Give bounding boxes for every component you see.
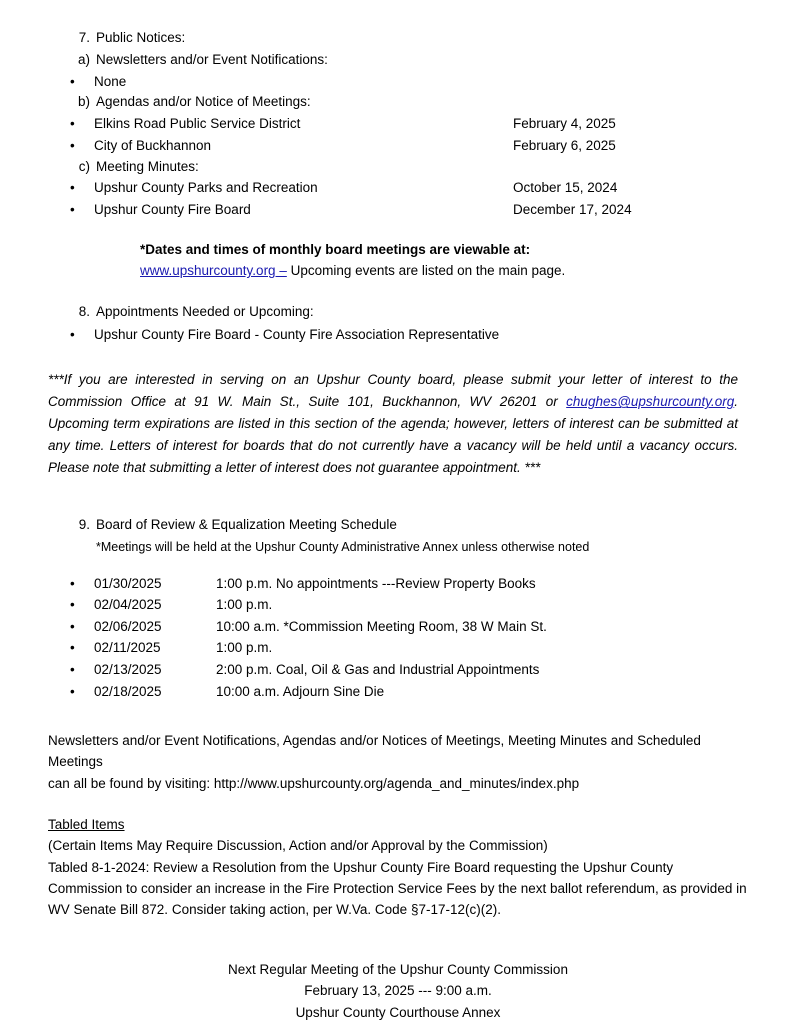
bullet-text: None: [94, 73, 127, 89]
list-item: [48, 573, 748, 595]
agenda-item-7: [48, 28, 748, 49]
review-equalization-schedule: [48, 573, 748, 703]
next-meeting-block: [48, 959, 748, 1024]
schedule-row: [94, 616, 748, 638]
schedule-date: 02/13/2025: [94, 661, 162, 677]
list-item: [48, 594, 748, 616]
bullet-date: October 15, 2024: [513, 180, 618, 196]
list-item: [48, 177, 748, 199]
upshurcounty-link[interactable]: www.upshurcounty.org –: [140, 263, 287, 279]
interest-part2: . Upcoming term expirations are listed in this section of the agenda; however, letters of interest can be submitted at any time. Letters of interest for boards that do not currently have a vacancy will be held until a vacancy occurs. Please note that submitting a letter of interest does not guarantee appointment. ***: [48, 394, 738, 475]
list-item: [48, 681, 748, 703]
note-link-row: [140, 260, 748, 282]
item-title: Board of Review & Equalization Meeting Schedule: [96, 516, 397, 532]
bullet-date: February 6, 2025: [513, 137, 616, 153]
schedule-detail: 2:00 p.m. Coal, Oil & Gas and Industrial Appointments: [216, 661, 540, 677]
item-number: 7.: [78, 30, 90, 45]
bullet-row: [94, 177, 748, 199]
bullet-icon: •: [70, 661, 75, 677]
list-item: [48, 113, 748, 135]
tabled-items-subheading: (Certain Items May Require Discussion, Action and/or Approval by the Commission): [48, 838, 548, 854]
tabled-items-body: Tabled 8-1-2024: Review a Resolution from the Upshur County Fire Board requesting the Upshur County Commission to consider an increase in the Fire Protection Service Fees by the next ballot referendum, as provided in WV Senate Bill 872. Consider taking action, per W.Va. Code §7-17-12(c)(2).: [48, 859, 747, 918]
agenda-item-7a: [48, 50, 748, 71]
next-meeting-datetime: February 13, 2025 --- 9:00 a.m.: [304, 983, 492, 999]
bullet-text: Upshur County Parks and Recreation: [94, 180, 318, 196]
bullet-icon: •: [70, 73, 75, 89]
bullet-icon: •: [70, 683, 75, 699]
bullet-row: [94, 199, 748, 221]
next-meeting-location: Upshur County Courthouse Annex: [295, 1004, 501, 1020]
item-number: 8.: [78, 303, 90, 319]
schedule-row: [94, 659, 748, 681]
list-item: [48, 637, 748, 659]
bullet-icon: •: [70, 180, 75, 196]
bullet-text: City of Buckhannon: [94, 137, 212, 153]
note-lead: *Dates and times of monthly board meetings are viewable at:: [140, 241, 531, 257]
bullet-text: Elkins Road Public Service District: [94, 116, 301, 132]
bullet-row: [94, 135, 748, 157]
item9-subtitle: *Meetings will be held at the Upshur County Administrative Annex unless otherwise noted: [96, 539, 590, 554]
bullet-icon: •: [70, 137, 75, 153]
list-item: [48, 324, 748, 346]
bullet-date: December 17, 2024: [513, 202, 632, 218]
list-item: [48, 71, 748, 93]
list-item: [48, 135, 748, 157]
letter-of-interest-paragraph: [48, 369, 738, 478]
footer-note: [48, 730, 748, 794]
list-item: [48, 659, 748, 681]
board-meetings-note: [140, 239, 748, 282]
schedule-detail: 1:00 p.m. No appointments ---Review Property Books: [216, 575, 536, 591]
schedule-date: 01/30/2025: [94, 575, 162, 591]
footer-note-line2: can all be found by visiting: http://www.upshurcounty.org/agenda_and_minutes/index.php: [48, 775, 580, 791]
interest-part1: ***If you are interested in serving on an Upshur County board, please submit your letter of interest to the Commission Office at 91 W. Main St., Suite 101, Buckhannon, WV 26201 or: [48, 372, 738, 410]
schedule-row: [94, 681, 748, 703]
schedule-detail: 10:00 a.m. *Commission Meeting Room, 38 W Main St.: [216, 618, 547, 634]
schedule-date: 02/04/2025: [94, 597, 162, 613]
next-meeting-title: Next Regular Meeting of the Upshur County Commission: [228, 961, 568, 977]
list-item: [48, 616, 748, 638]
schedule-date: 02/11/2025: [94, 640, 161, 656]
bullet-row: [94, 71, 748, 93]
bullet-row: [94, 324, 748, 346]
schedule-row: [94, 594, 748, 616]
sub-letter: c): [78, 158, 90, 174]
bullet-date: February 4, 2025: [513, 116, 616, 132]
schedule-date: 02/18/2025: [94, 683, 162, 699]
item-title: Appointments Needed or Upcoming:: [96, 303, 314, 319]
sub-letter: b): [77, 94, 90, 110]
agenda-item-9: [48, 515, 748, 536]
schedule-detail: 1:00 p.m.: [216, 640, 273, 656]
sub-title: Agendas and/or Notice of Meetings:: [96, 94, 311, 110]
agenda-item-7b: [48, 92, 748, 113]
email-link[interactable]: chughes@upshurcounty.org: [566, 394, 735, 410]
bullet-icon: •: [70, 326, 75, 342]
note-after-text: Upcoming events are listed on the main page.: [286, 263, 566, 279]
tabled-items-heading: Tabled Items: [48, 817, 125, 833]
bullet-icon: •: [70, 618, 75, 634]
tabled-items-section: [48, 814, 748, 921]
schedule-detail: 10:00 a.m. Adjourn Sine Die: [216, 683, 385, 699]
schedule-row: [94, 573, 748, 595]
sub-title: Meeting Minutes:: [96, 158, 199, 174]
schedule-row: [94, 637, 748, 659]
bullet-text: Upshur County Fire Board - County Fire Association Representative: [94, 326, 500, 342]
bullet-icon: •: [70, 575, 75, 591]
document-content: [48, 28, 748, 1024]
bullet-text: Upshur County Fire Board: [94, 202, 251, 218]
sub-title: Newsletters and/or Event Notifications:: [96, 51, 328, 67]
list-item: [48, 199, 748, 221]
footer-note-line1: Newsletters and/or Event Notifications, Agendas and/or Notices of Meetings, Meeting Minutes and Scheduled Meetings: [48, 733, 701, 770]
item-number: 9.: [78, 516, 90, 532]
schedule-detail: 1:00 p.m.: [216, 597, 273, 613]
agenda-item-8: [48, 302, 748, 323]
schedule-date: 02/06/2025: [94, 618, 162, 634]
bullet-icon: •: [70, 597, 75, 613]
bullet-icon: •: [70, 640, 75, 656]
bullet-row: [94, 113, 748, 135]
sub-letter: a): [77, 51, 90, 67]
bullet-icon: •: [70, 116, 75, 132]
agenda-item-7c: [48, 157, 748, 178]
bullet-icon: •: [70, 202, 75, 218]
item-title: Public Notices:: [96, 30, 186, 45]
